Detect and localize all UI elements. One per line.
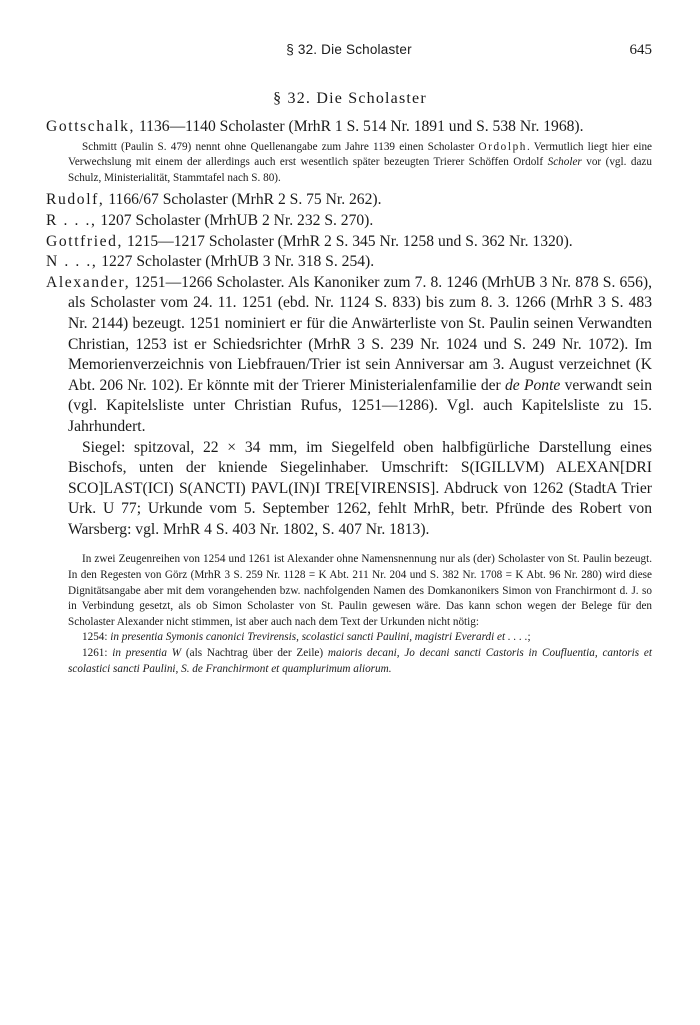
running-head — [46, 42, 652, 62]
entry-text: 1136—1140 Scholaster (MrhR 1 S. 514 Nr. 1891 und S. 538 Nr. 1968). — [135, 118, 584, 135]
entry-gottschalk — [46, 117, 652, 138]
entry-name: Gottfried, — [46, 232, 124, 250]
note-text: vor (vgl. dazu Schulz, Ministerialität, Stammtafel nach S. 80). — [68, 156, 652, 184]
entry-name: R . . ., — [46, 211, 97, 229]
siegel-paragraph: Siegel: spitzoval, 22 × 34 mm, im Siegelfeld oben halbfigürliche Darstellung eines Bischofs, unten der kniende Siegelinhaber. Umschrift: S(IGILLVM) ALEXAN[DRI SCO]LAST(ICI) S(ANCTI) PAVL(IN)I TRE[VIRENSIS]. Abdruck von 1262 (StadtA Trier Urk. U 77; Urkunde vom 5. September 1262, fehlt MrhR, betr. Pfründe des Robert von Warsberg: vgl. MrhR 4 S. 403 Nr. 1802, S. 407 Nr. 1813). — [68, 438, 652, 538]
entry-name: N . . ., — [46, 253, 98, 271]
footnote-schmitt — [68, 140, 652, 187]
entry-italic: de Ponte — [505, 376, 561, 394]
quote-year: 1254: — [82, 631, 111, 644]
quote-roman: (als Nachtrag über der Zeile) — [181, 647, 328, 660]
entry-text: verwandt sein (vgl. Kapitelsliste unter Christian Rufus, 1251—1286). Vgl. auch Kapitelsliste zu 15. Jahrhundert. — [68, 376, 653, 435]
running-head-title: § 32. Die Scholaster — [286, 42, 412, 57]
quote-1261 — [68, 646, 652, 677]
document-body — [46, 117, 652, 677]
entry-text: 1251—1266 Scholaster. Als Kanoniker zum 7. 8. 1246 (MrhUB 3 Nr. 878 S. 656), als Scholaster vom 24. 11. 1251 (ebd. Nr. 1124 S. 833) bis zum 8. 3. 1266 (MrhR 3 S. 483 Nr. 2144) bezeugt. 1251 nominiert er für die Anwärterliste von St. Paulin seinen Verwandten Christian, 1253 ist er Schiedsrichter (MrhR 3 S. 239 Nr. 1024 und S. 249 Nr. 1072). Im Memorienverzeichnis von Liebfrauen/Trier ist sein Anniversar am 3. August verzeichnet (K Abt. 206 Nr. 102). Er könnte mit der Trierer Ministerialenfamilie der — [68, 273, 652, 394]
entry-text: 1227 Scholaster (MrhUB 3 Nr. 318 S. 254). — [97, 253, 375, 271]
note-text: Schmitt (Paulin S. 479) nennt ohne Quellenangabe zum Jahre 1139 einen Scholaster — [82, 140, 479, 153]
entry-name: Gottschalk, — [46, 118, 136, 135]
quote-text: maioris decani, Jo decani sancti Castoris in Coufluentia, cantoris et scolastici sancti Paulini, S. de Franchirmont et quamplurimum aliorum. — [68, 647, 652, 675]
quote-end: ; — [527, 631, 531, 644]
entry-name: Alexander, — [46, 273, 131, 291]
quote-1254 — [68, 630, 652, 646]
entry-text: 1207 Scholaster (MrhUB 2 Nr. 232 S. 270). — [96, 211, 374, 229]
quote-text: in presentia Symonis canonici Trevirensis, scolastici sancti Paulini, magistri Everardi et . . . . — [110, 631, 528, 644]
entry-rudolf — [46, 190, 652, 211]
note-italic: Scholer — [547, 156, 582, 169]
section-heading: § 32. Die Scholaster — [273, 90, 427, 107]
note-text: . Vermutlich liegt hier eine Verwechslung mit einem der allerdings auch erst wesentlich später bezeugten Trierer Schöffen Ordolf — [68, 140, 653, 169]
quote-text: in presentia W — [112, 647, 182, 660]
entry-text: 1215—1217 Scholaster (MrhR 2 S. 345 Nr. 1258 und S. 362 Nr. 1320). — [123, 232, 573, 250]
entry-gottfried — [46, 232, 652, 253]
entry-alexander — [46, 273, 652, 438]
footnote-zeugenreihen — [68, 552, 652, 677]
note-paragraph: In zwei Zeugenreihen von 1254 und 1261 ist Alexander ohne Namensnennung nur als (der) Scholaster von St. Paulin bezeugt. In den Regesten von Görz (MrhR 3 S. 259 Nr. 1128 = K Abt. 211 Nr. 204 und S. 382 Nr. 1708 = K Abt. 96 Nr. 280) wird diese Dignitätsangabe aber mit dem vorangehenden bzw. nachfolgenden Namen des Domkanonikers Simon von Franchirmont d. J. so in Verbindung gesetzt, als ob Simon Scholaster von St. Paulin gewesen wäre. Das kann schon wegen der Belege für den Scholaster Alexander nicht stimmen, ist aber auch nach dem Text der Urkunden nicht nötig: — [68, 553, 652, 628]
page-number: 645 — [629, 42, 652, 58]
entry-n — [46, 252, 652, 273]
entry-name: Rudolf, — [46, 191, 105, 209]
entry-text: 1166/67 Scholaster (MrhR 2 S. 75 Nr. 262). — [104, 191, 382, 209]
note-spaced-name: Ordolph — [478, 140, 527, 153]
entry-r — [46, 211, 652, 232]
quote-year: 1261: — [82, 647, 113, 660]
